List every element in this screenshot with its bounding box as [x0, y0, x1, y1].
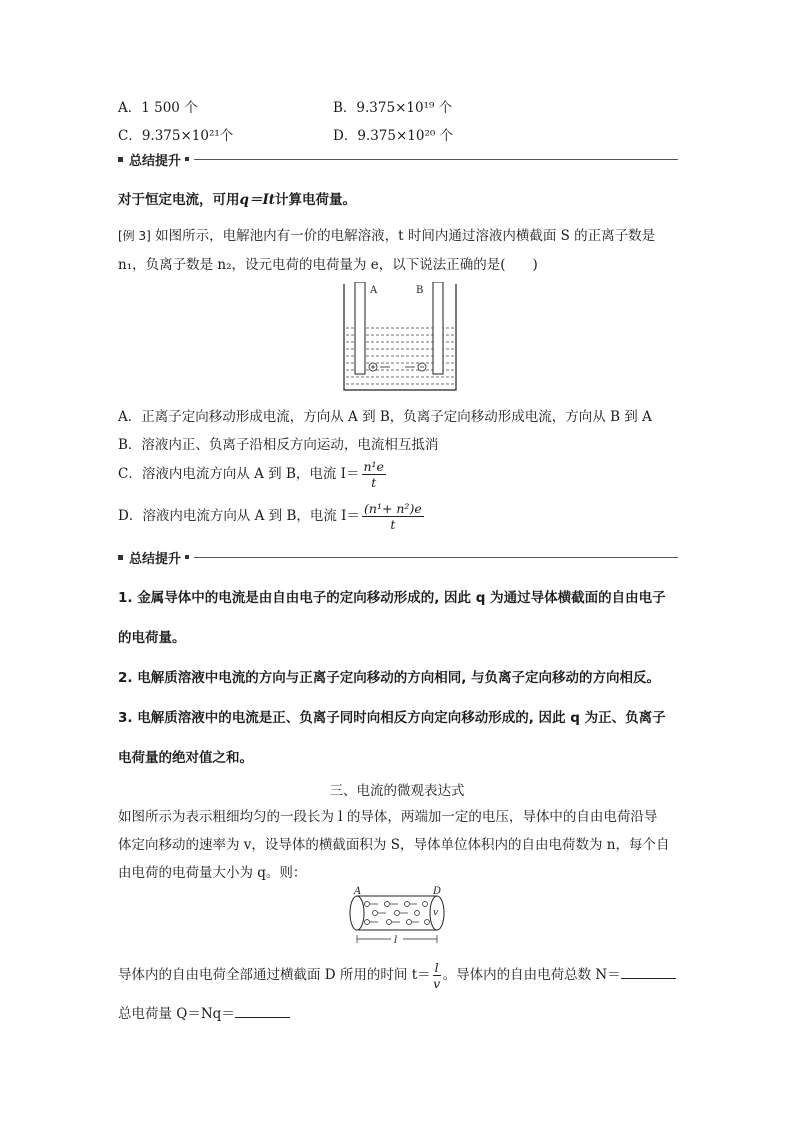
bullet-square-icon [185, 555, 189, 559]
example-3-line-2: n₁，负离子数是 n₂，设元电荷的电荷量为 e，以下说法正确的是( ) [118, 257, 538, 273]
answer-blank-2[interactable] [235, 1005, 290, 1018]
summary-heading-2: 总结提升 [118, 549, 678, 565]
divider-line [194, 557, 678, 558]
section-3-line-1: 如图所示为表示粗细均匀的一段长为 l 的导体，两端加一定的电压，导体中的自由电荷沿导 [118, 809, 658, 825]
option-b: B．9.375×10¹⁹ 个 [333, 100, 453, 116]
example-3-line-1: [例 3] 如图所示，电解池内有一价的电解溶液，t 时间内通过溶液内横截面 S 的正离子数是 [118, 228, 656, 244]
figure-label-b: B [416, 285, 424, 296]
figure-label-a: A [354, 886, 362, 897]
summary-1-text: 对于恒定电流，可用q＝It计算电荷量。 [118, 192, 356, 208]
section-3-line-2: 体定向移动的速率为 v，设导体的横截面积为 S，导体单位体积内的自由电荷数为 n，每个自 [118, 837, 670, 853]
bullet-square-icon [118, 555, 123, 560]
summary-heading-1: 总结提升 [118, 151, 678, 167]
answer-blank-1[interactable] [621, 966, 676, 979]
section-3-line-3: 由电荷的电荷量大小为 q。则： [118, 865, 307, 881]
summary-2-point-2: 2. 电解质溶液中电流的方向与正离子定向移动的方向相同, 与负离子定向移动的方向相反。 [118, 670, 661, 686]
summary-2-point-3b: 电荷量的绝对值之和。 [118, 750, 253, 766]
divider-line [194, 159, 678, 160]
question-2: 总电荷量 Q＝Nq＝ [118, 1002, 290, 1022]
figure-label-d: D [433, 886, 442, 897]
bullet-square-icon [185, 157, 189, 161]
summary-2-point-1b: 的电荷量。 [118, 630, 186, 646]
summary-2-point-3a: 3. 电解质溶液中的电流是正、负离子同时向相反方向定向移动形成的, 因此 q 为正、负离子 [118, 710, 666, 726]
option-c: C．9.375×10²¹个 [118, 128, 234, 144]
example-3-option-c: C．溶液内电流方向从 A 到 B，电流 I＝ $\frac{\text{n¹e}}{t}$ [118, 459, 384, 490]
figure-label-l: l [394, 935, 398, 946]
figure-label-v: v [433, 908, 439, 918]
option-d: D．9.375×10²⁰ 个 [333, 128, 454, 144]
example-3-option-a: A．正离子定向移动形成电流，方向从 A 到 B，负离子定向移动形成电流，方向从 B 到 A [118, 409, 652, 425]
example-3-option-b: B．溶液内正、负离子沿相反方向运动，电流相互抵消 [118, 437, 439, 453]
summary-2-point-1a: 1. 金属导体中的电流是由自由电子的定向移动形成的, 因此 q 为通过导体横截面的自由电子 [118, 590, 666, 606]
bullet-square-icon [118, 157, 123, 162]
section-3-title: 三、电流的微观表达式 [329, 783, 465, 799]
example-3-option-d: D．溶液内电流方向从 A 到 B，电流 I＝ $\frac{\text{(n¹+ n²)e}}{t}$ [118, 501, 422, 532]
question-1: 导体内的自由电荷全部通过横截面 D 所用的时间 t＝ $\frac{l}{v}$ 。导体内的自由电荷总数 N＝ [118, 960, 676, 991]
electrolysis-cell-figure [340, 282, 460, 394]
figure-label-a: A [370, 285, 378, 296]
conductor-figure [345, 884, 453, 948]
option-a: A．1 500 个 [118, 100, 198, 116]
